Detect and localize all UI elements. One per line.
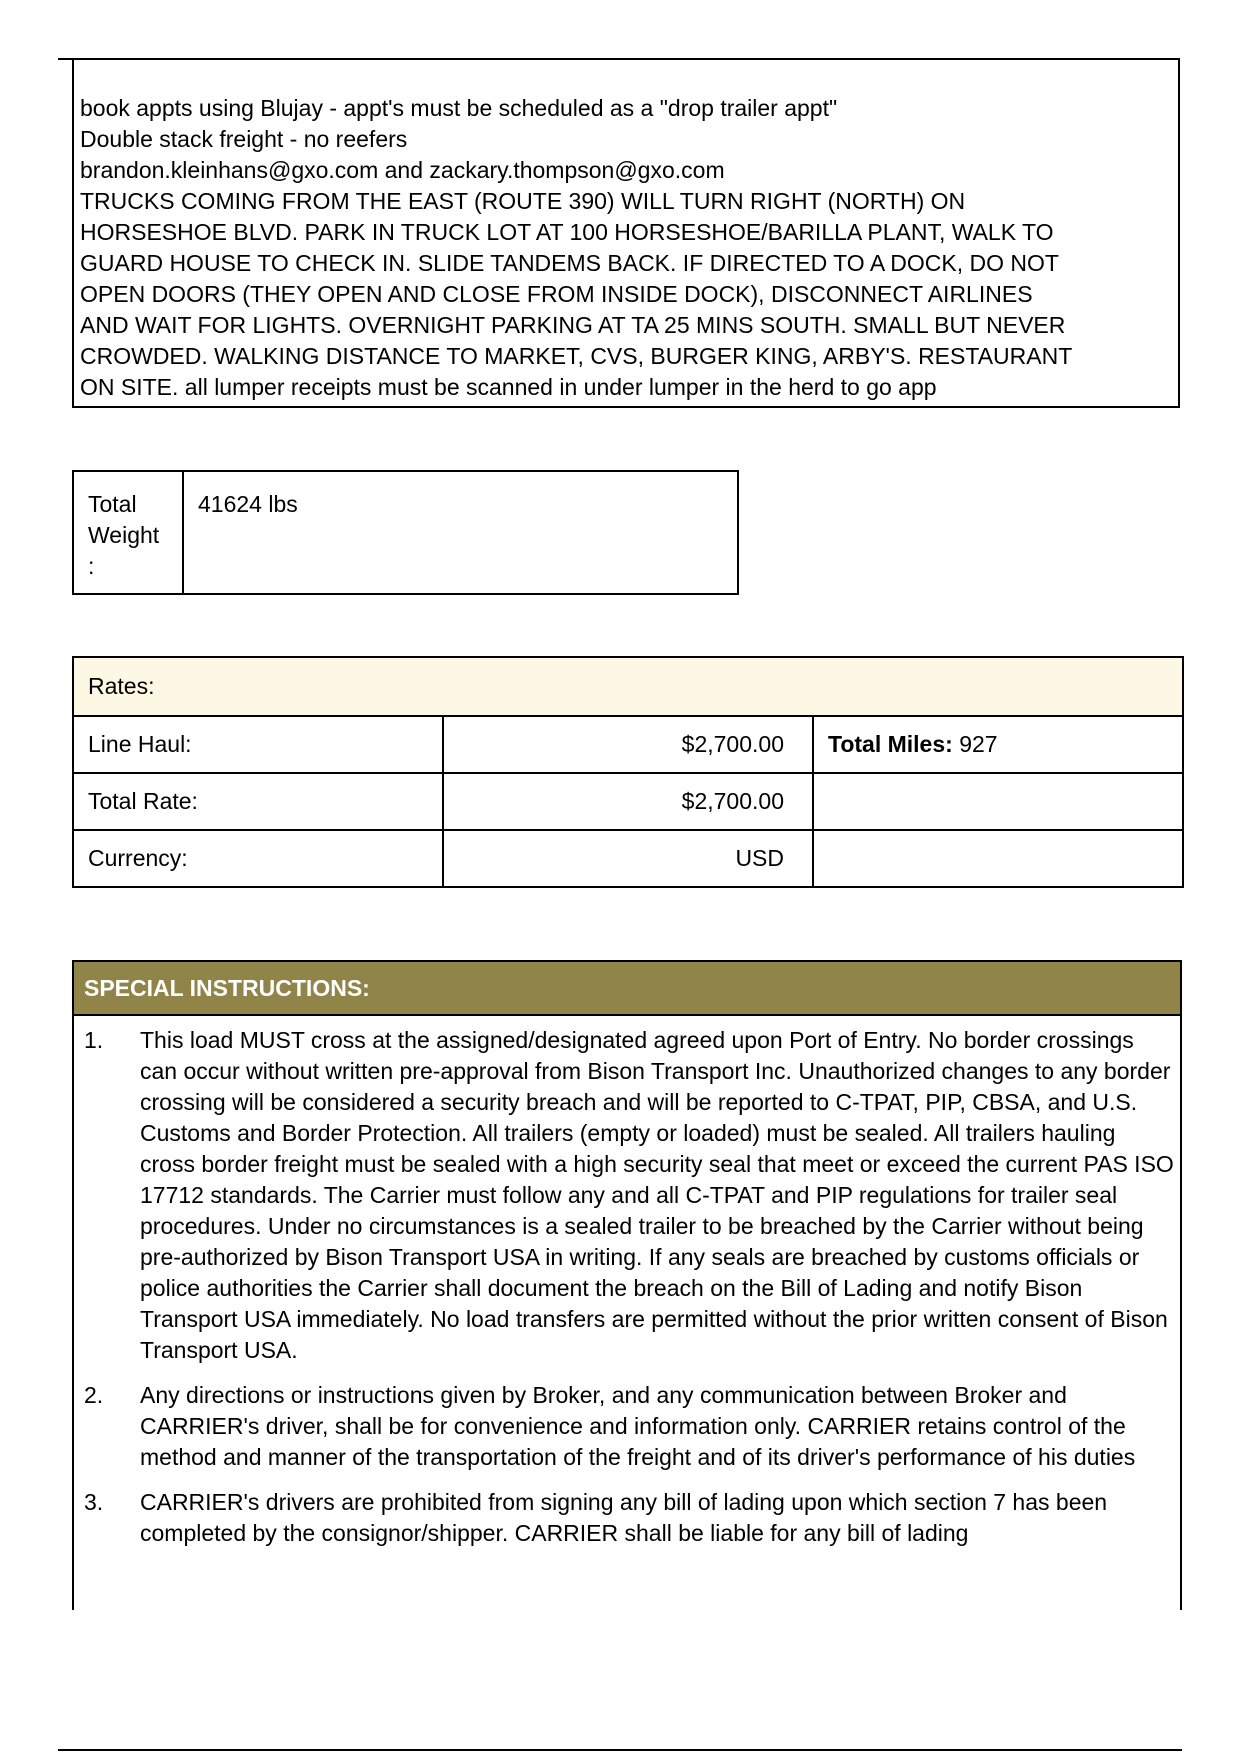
total-miles-value: 927 — [959, 731, 998, 757]
rates-table — [72, 656, 1184, 888]
table-row — [73, 830, 1183, 887]
top-rule — [58, 58, 73, 60]
table-row — [73, 773, 1183, 830]
item-number: 1. — [84, 1027, 104, 1053]
note-line: Double stack freight - no reefers — [80, 126, 408, 152]
note-line: brandon.kleinhans@gxo.com and zackary.thompson@gxo.com — [80, 157, 725, 183]
special-instructions-header: SPECIAL INSTRUCTIONS: — [74, 962, 1180, 1016]
total-rate-label: Total Rate: — [73, 773, 443, 830]
list-item — [74, 1025, 1180, 1366]
empty-cell — [813, 830, 1183, 887]
currency-label: Currency: — [73, 830, 443, 887]
note-line: CROWDED. WALKING DISTANCE TO MARKET, CVS, BURGER KING, ARBY'S. RESTAURANT — [80, 343, 1073, 369]
list-item — [74, 1380, 1180, 1473]
note-line: TRUCKS COMING FROM THE EAST (ROUTE 390) WILL TURN RIGHT (NORTH) ON — [80, 188, 966, 214]
line-haul-value: $2,700.00 — [443, 716, 813, 773]
note-line: HORSESHOE BLVD. PARK IN TRUCK LOT AT 100 HORSESHOE/BARILLA PLANT, WALK TO — [80, 219, 1054, 245]
note-line: AND WAIT FOR LIGHTS. OVERNIGHT PARKING AT TA 25 MINS SOUTH. SMALL BUT NEVER — [80, 312, 1066, 338]
total-weight-value: 41624 lbs — [198, 491, 298, 517]
bottom-rule — [58, 1749, 1182, 1751]
note-line: ON SITE. all lumper receipts must be scanned in under lumper in the herd to go app — [80, 374, 937, 400]
table-row — [73, 716, 1183, 773]
total-miles-label: Total Miles: — [828, 731, 953, 757]
note-line: GUARD HOUSE TO CHECK IN. SLIDE TANDEMS BACK. IF DIRECTED TO A DOCK, DO NOT — [80, 250, 1059, 276]
total-weight-table — [72, 470, 739, 595]
currency-value: USD — [443, 830, 813, 887]
rates-header-row — [73, 657, 1183, 716]
note-line: book appts using Blujay - appt's must be scheduled as a "drop trailer appt" — [80, 95, 838, 121]
line-haul-label: Line Haul: — [73, 716, 443, 773]
special-instructions — [72, 960, 1182, 1610]
list-item — [74, 1487, 1180, 1549]
item-text: This load MUST cross at the assigned/designated agreed upon Port of Entry. No border crossings can occur without written pre-approval from Bison Transport Inc. Unauthorized changes to any border crossing will be considered a security breach and will be reported to C-TPAT, PIP, CBSA, and U.S. Customs and Border Protection. All trailers (empty or loaded) must be sealed. All trailers hauling cross border freight must be sealed with a high security seal that meet or exceed the current PAS ISO 17712 standards. The Carrier must follow any and all C-TPAT and PIP regulations for trailer seal procedures. Under no circumstances is a sealed trailer to be breached by the Carrier without being pre-authorized by Bison Transport USA in writing. If any seals are breached by customs officials or police authorities the Carrier shall document the breach on the Bill of Lading and notify Bison Transport USA immediately. No load transfers are permitted without the prior written consent of Bison Transport USA. — [140, 1027, 1174, 1363]
item-number: 3. — [84, 1489, 104, 1515]
total-weight-label: Total Weight : — [74, 472, 184, 593]
item-text: Any directions or instructions given by Broker, and any communication between Broker and CARRIER's driver, shall be for convenience and information only. CARRIER retains control of the method and manner of the transportation of the freight and of its driver's performance of his duties — [140, 1382, 1136, 1470]
rates-header: Rates: — [73, 657, 1183, 716]
total-rate-value: $2,700.00 — [443, 773, 813, 830]
note-line: OPEN DOORS (THEY OPEN AND CLOSE FROM INSIDE DOCK), DISCONNECT AIRLINES — [80, 281, 1033, 307]
total-miles-cell — [813, 716, 1183, 773]
delivery-notes — [72, 58, 1180, 408]
empty-cell — [813, 773, 1183, 830]
item-number: 2. — [84, 1382, 104, 1408]
item-text: CARRIER's drivers are prohibited from signing any bill of lading upon which section 7 has been completed by the consignor/shipper. CARRIER shall be liable for any bill of lading — [140, 1489, 1108, 1546]
